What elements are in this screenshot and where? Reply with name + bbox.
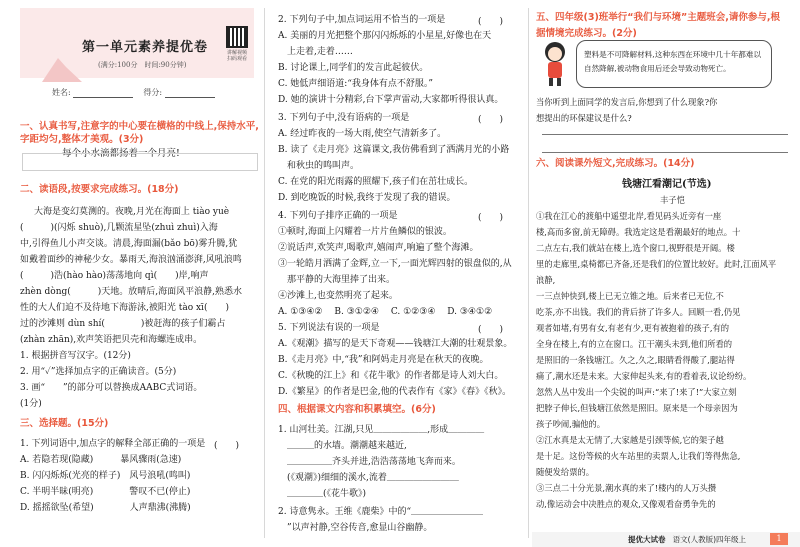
section-heading: 四、根据课文内容和积累填空。(6分) [278, 404, 436, 415]
text-line: A. ①③④② B. ③①②④ C. ①②③④ D. ③④①② [278, 307, 493, 317]
answer-line[interactable] [542, 152, 788, 153]
text-line: ”以声衬静,空谷传音,愈显山谷幽静。 [278, 523, 433, 533]
footer-subject: 语文(人教版)四年级上 [672, 535, 747, 544]
text-line: 塑料是不可降解材料,这种东西在环境中几十年都难以 [584, 50, 762, 59]
text-line: ③三点二十分光景,潮水真的来了!楼内的人万头攒 [536, 483, 717, 493]
text-line: 观者如堵,有男有女,有老有少,更有被抱着的孩子,有的 [536, 323, 730, 333]
text-line: 想提出的环保建议是什么? [536, 113, 632, 123]
text-line: zhèn dòng( )天地。放晴后,海面风平浪静,熟悉水 [20, 287, 243, 297]
text-line: 1. 山河壮美。江湖,只见＿＿＿＿＿＿,形成＿＿＿＿ [278, 425, 485, 435]
text-line: 是照旧的一条钱塘江。久之,久之,眼睛看得酸了,腿站得 [536, 355, 735, 365]
text-line: A. 若隐若现(隐藏) 暴风骤雨(急速) [20, 455, 182, 465]
text-line: 大海是变幻莫测的。夜晚,月光在海面上 tiào yuè [34, 207, 230, 217]
footer-brand: 提优大试卷 [628, 535, 666, 544]
section-heading: 据情境完成练习。(2分) [536, 28, 637, 39]
text-line: 把脖子伸长,但钱塘江依然是照旧。原来是一个母亲因为 [536, 403, 738, 413]
section-heading: 二、读语段,按要求完成练习。(18分) [20, 184, 179, 195]
text-line: 3. 画“ ”的部分可以替换成AABC式词语。 [20, 383, 203, 393]
page-number: 1 [770, 533, 788, 545]
exam-title: 第一单元素养提优卷 [82, 40, 209, 55]
answer-line[interactable] [542, 134, 788, 135]
handwriting-box[interactable] [22, 153, 258, 171]
text-line: 浪静, [536, 275, 556, 285]
answer-paren[interactable]: ( ) [478, 325, 504, 335]
name-score-row [52, 87, 215, 98]
text-line: 2. 用“✓”选择加点字的正确读音。(5分) [20, 367, 177, 377]
text-line: 痛了,潮水还是未来。大家伸起头来,有的看着表,议论纷纷。 [536, 371, 752, 381]
exam-subtitle: (满分:100分 时间:90分钟) [98, 61, 187, 69]
text-line: B. 讨论课上,同学们的发言此起彼伏。 [278, 63, 429, 73]
text-line: 2. 诗意隽永。王维《鹿柴》中的“＿＿＿＿＿＿＿＿ [278, 507, 484, 517]
text-line: C. 半明半昧(明亮) 警叹不已(停止) [20, 487, 191, 497]
text-line: ＿＿＿＿＿齐头并进,浩浩荡荡地飞奔而来。 [278, 457, 461, 467]
text-line: 那平静的大海里捧了出来。 [278, 275, 396, 285]
text-line: 楼,高而多窗,前无障碍。我选定这是看潮最好的地点。十 [536, 227, 741, 237]
text-line: D. 到吃晚饭的时候,我终于发现了我的错误。 [278, 193, 456, 203]
text-line: 5. 下列说法有误的一项是 [278, 323, 380, 333]
text-line: (1分) [20, 399, 42, 409]
text-line: C.《秋晚的江上》和《花牛歌》的作者都是诗人刘大白。 [278, 371, 504, 381]
text-line: 动,像运动会中决胜点的观众,又像观看奋勇争先的 [536, 499, 716, 509]
text-line: 孩子吵闹,骗他的。 [536, 419, 606, 429]
text-line: A.《观潮》描写的是天下奇观——钱塘江大潮的壮观景象。 [278, 339, 513, 349]
text-line: B. 闪闪烁烁(光亮的样子) 风号浪吼(鸣叫) [20, 471, 191, 481]
score-label: 得分: [143, 88, 163, 97]
text-line: B.《走月亮》中,“我”和阿妈走月亮是在秋天的夜晚。 [278, 355, 489, 365]
mountain-decoration [42, 52, 82, 82]
text-line: 每个小水滴都扬着一个月亮! [62, 148, 180, 159]
column-divider [528, 8, 529, 538]
text-line: ③一轮皓月洒满了金辉,立一下,一面光辉四射的银盘似的,从 [278, 259, 512, 269]
middle-column [268, 0, 526, 547]
name-label: 姓名: [52, 88, 71, 97]
text-line: ①我在江心的渡船中遥望北岸,看见码头近旁有一座 [536, 211, 722, 221]
text-line: (《观潮》)细细的溪水,流着＿＿＿＿＿＿＿＿ [278, 473, 459, 483]
section-heading: 一、认真书写,注意字的中心要在横格的中线上,保持水平, [20, 121, 259, 132]
article-title: 钱塘江看潮记(节选) [622, 179, 712, 190]
text-line: 一三点钟快到,楼上已无立锥之地。后来者已无位,不 [536, 291, 724, 301]
text-line: 中,引得鱼儿小声交谈。清晨,海面漏(bǎo bō)雾升腾,犹 [20, 239, 238, 249]
section-heading: 三、选择题。(15分) [20, 418, 109, 429]
text-line: 吃茶,亦不出钱。我们的背后挤了许多人。回顾一看,仍见 [536, 307, 741, 317]
text-line: 性的大人们迫不及待地下海游泳,被阳光 tào xī( ) [20, 303, 229, 313]
text-line: ②江水真是太无情了,大家越是引颈等候,它的架子越 [536, 435, 724, 445]
text-line: A. 经过昨夜的一场大雨,使空气清新多了。 [278, 129, 447, 139]
qr-caption: 讲解视频 扫码观看 [226, 50, 247, 62]
text-line: ＿＿＿＿(《花牛歌》) [278, 489, 367, 499]
left-column [0, 0, 262, 547]
exam-header [20, 8, 254, 78]
score-field[interactable] [165, 89, 215, 98]
text-line: 2. 下列句子中,加点词运用不恰当的一项是 [278, 15, 446, 25]
text-line: 随便发给票的。 [536, 467, 595, 477]
text-line: 3. 下列句子中,没有语病的一项是 [278, 113, 410, 123]
text-line: (zhàn zhān),欢声笑语把贝壳和海螺连成串。 [20, 335, 203, 345]
text-line: 和秋虫的鸣叫声。 [278, 161, 360, 171]
text-line: 二点左右,我们就站在楼上,选个窗口,视野很是开阔。楼 [536, 243, 735, 253]
answer-paren[interactable]: ( ) [214, 441, 240, 451]
text-line: 1. 根据拼音写汉字。(12分) [20, 351, 131, 361]
qr-code-icon[interactable] [226, 26, 248, 48]
text-line: B. 读了《走月亮》这篇课文,我仿佛看到了洒满月光的小路 [278, 145, 510, 155]
text-line: 自然降解,被动物食用后还会导致动物死亡。 [584, 64, 731, 73]
right-column [532, 0, 800, 547]
text-line: 如戴着面纱的神秘少女。暴雨天,海浪汹涌澎湃,风吼浪鸣 [20, 255, 242, 265]
section-heading: 五、四年级(3)班举行“我们与环境”主题班会,请你参与,根 [536, 12, 780, 23]
text-line: 1. 下列词语中,加点字的解释全部正确的一项是 [20, 439, 206, 449]
text-line: ＿＿＿的水墙。潮潮越来越近, [278, 441, 407, 451]
article-author: 丰子恺 [660, 195, 685, 205]
answer-paren[interactable]: ( ) [478, 115, 504, 125]
text-line: 里的走廊里,桌椅都已齐备,还是我们的位置比较好。此时,江面风平 [536, 259, 777, 269]
text-line: 是十足。这份等候的火车站里的卖票人,让我们等得焦急, [536, 451, 741, 461]
text-line: D. 她的演讲十分精彩,台下掌声雷动,大家都听得很认真。 [278, 95, 504, 105]
text-line: 上走着,走着…… [278, 47, 353, 57]
text-line: 过的沙滩则 dùn shí( )被赶海的孩子们霸占 [20, 319, 226, 329]
student-illustration-icon [540, 40, 570, 86]
text-line: C. 在党的阳光雨露的照耀下,孩子们在茁壮成长。 [278, 177, 474, 187]
answer-paren[interactable]: ( ) [478, 17, 504, 27]
text-line: A. 美丽的月光把整个那闪闪烁烁的小星星,好像也在天 [278, 31, 492, 41]
name-field[interactable] [73, 89, 133, 98]
column-divider [264, 8, 265, 538]
text-line: D. 摇摇欲坠(希望) 人声鼎沸(沸腾) [20, 503, 191, 513]
text-line: C. 她低声细语道:“我身体有点不舒服。” [278, 79, 434, 89]
text-line: ( )浩(hào hào)荡荡地向 qì( )岸,响声 [20, 271, 209, 281]
section-heading: 字距均匀,整体才美观。(3分) [20, 134, 144, 145]
text-line: 4. 下列句子排序正确的一项是 [278, 211, 398, 221]
text-line: 当你听到上面同学的发言后,你想到了什么现象?你 [536, 97, 718, 107]
text-line: ④沙滩上,也变然明亮了起来。 [278, 291, 398, 301]
text-line: 忽然人丛中发出一个尖锐的叫声:“来了!来了!”大家立刻 [536, 387, 737, 397]
text-line: ②说话声,欢笑声,喝歌声,嬉闹声,响遍了整个海滩。 [278, 243, 479, 253]
text-line: D.《繁星》的作者是巴金,他的代表作有《家》《春》《秋》。 [278, 387, 512, 397]
text-line: ( )(闪烁 shuò),几颗流星坠(zhuì zhuì)入海 [20, 223, 218, 233]
text-line: 全身在楼上,有的立在窗口。江干潮头未到,他们所看的 [536, 339, 733, 349]
section-heading: 六、阅读课外短文,完成练习。(14分) [536, 158, 695, 169]
footer-text [628, 534, 746, 545]
answer-paren[interactable]: ( ) [478, 213, 504, 223]
text-line: ①顿时,海面上闪耀着一片片鱼鳞似的银波。 [278, 227, 452, 237]
